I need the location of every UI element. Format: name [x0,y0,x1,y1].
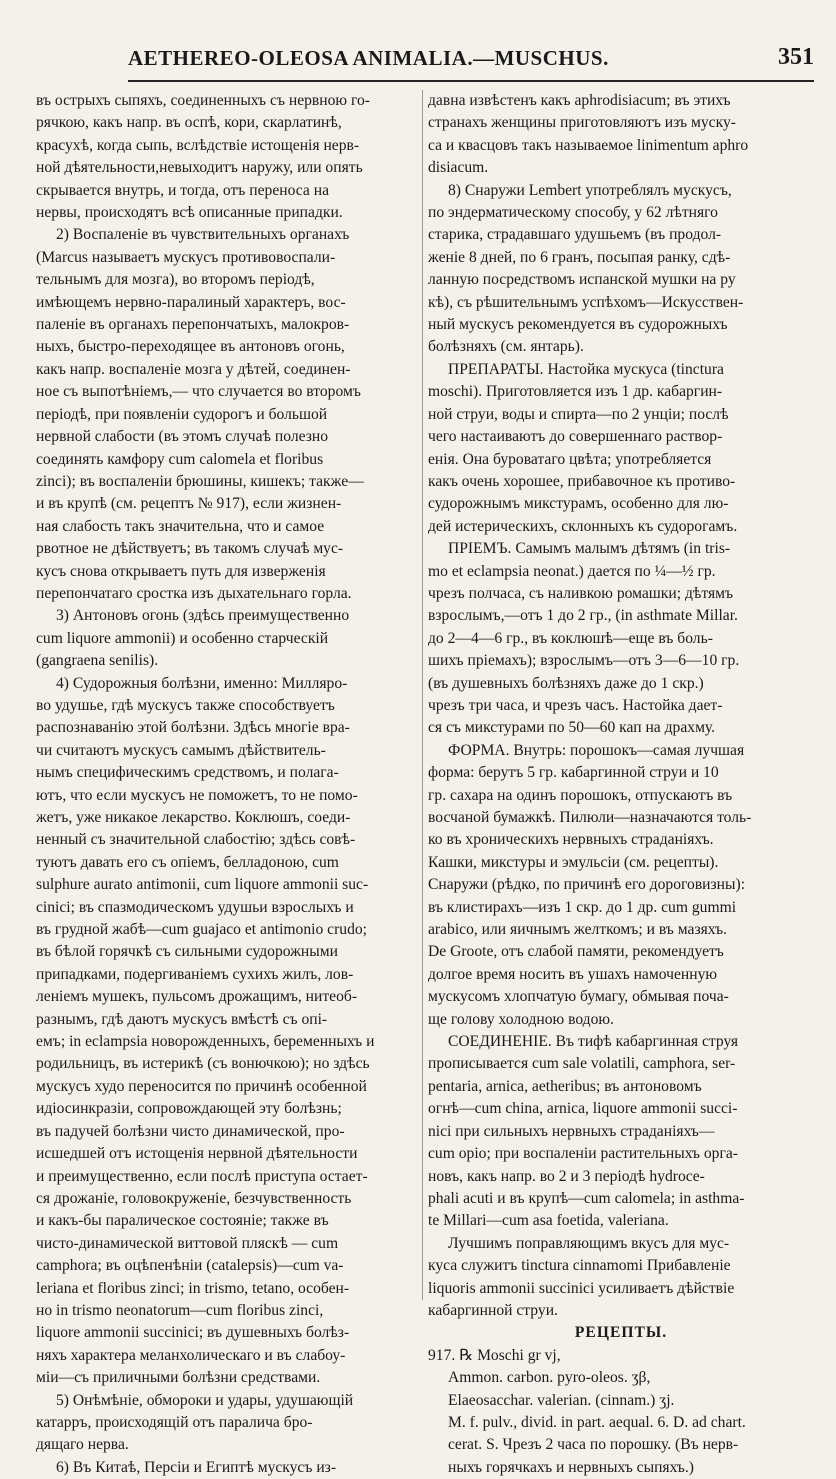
text-line: liquore ammonii succinici; въ душевныхъ болѣз- [36,1324,350,1342]
text-line: паленіе въ органахъ перепончатыхъ, малокров- [36,316,350,334]
text-line: катарръ, происходящій отъ паралича бро- [36,1413,313,1431]
text-line: ПРІЕМЪ. Самымъ малымъ дѣтямъ (in tris- [448,540,731,558]
text-line: ся съ микстурами по 50—60 кап на драхму. [428,719,716,737]
text-line: са и квасцовъ такъ называемое linimentum aphro [428,136,749,154]
text-line: ной струи, воды и спирта—по 2 унціи; послѣ [428,405,729,423]
text-line: по эндерматическому способу, у 62 лѣтняго [428,204,718,222]
text-line: и преимущественно, если послѣ приступа остает- [36,1167,368,1185]
recipe-line: Ammon. carbon. pyro-oleos. ʒβ, [448,1369,651,1387]
text-line: емъ; in eclampsia новорожденныхъ, беременныхъ и [36,1033,375,1051]
text-line: moschi). Приготовляется изъ 1 др. кабаргин- [428,383,723,401]
text-line: міи—съ приличными болѣзни средствами. [36,1369,321,1387]
text-line: енія. Она буроватаго цвѣта; употребляется [428,450,712,468]
text-line: ще голову холодною водою. [428,1010,614,1028]
text-line: долгое время носить въ ушахъ намоченную [428,965,718,983]
text-line: новъ, какъ напр. во 2 и 3 періодѣ hydroce- [428,1167,705,1185]
text-line: форма: берутъ 5 гр. кабаргинной струи и 10 [428,764,719,782]
text-line: имѣющемъ нервно-паралиный характеръ, вос- [36,293,346,311]
text-line: ной дѣятельности,невыходитъ наружу, или опять [36,159,363,177]
text-line: восчаной бумажкѣ. Пилюли—назначаются толь- [428,809,752,826]
text-line: взрослымъ,—отъ 1 до 2 гр., (in asthmate Millar. [428,607,738,625]
text-line: шихъ пріемахъ); взрослымъ—отъ 3—6—10 гр. [428,652,740,670]
text-line: рячкою, какъ напр. въ оспѣ, кори, скарлатинѣ, [36,114,342,132]
right-column [428,90,814,1479]
text-line: sulphure aurato antimonii, cum liquore ammonii suc- [36,876,369,894]
text-line: періодѣ, при появленіи судорогъ и большой [36,405,328,423]
text-line: странахъ женщины приготовляютъ изъ муску- [428,114,736,132]
text-line: СОЕДИНЕНІЕ. Въ тифѣ кабаргинная струя [448,1033,739,1051]
page-header [128,40,814,82]
text-line: (въ душевныхъ болѣзняхъ даже до 1 скр.) [428,674,704,692]
text-line: nici при сильныхъ нервныхъ страданіяхъ— [428,1122,715,1140]
text-line: 5) Онѣмѣніе, обмороки и удары, удушающій [56,1391,354,1409]
text-line: женіе 8 дней, по 6 гранъ, посыпая ранку, сдѣ- [428,248,731,266]
text-line: ПРЕПАРАТЫ. Настойка мускуса (tinctura [448,360,724,378]
text-line: во удушье, гдѣ мускусъ также способствуетъ [36,696,335,714]
text-line: cum opio; при воспаленіи растительныхъ орга- [428,1145,738,1163]
column-divider [422,90,423,1300]
text-line: рвотное не дѣйствуетъ; въ такомъ случаѣ мус- [36,540,344,558]
text-line: кабаргинной струи. [428,1301,558,1319]
text-line: но in trismo neonatorum—cum floribus zinci, [36,1301,324,1319]
text-line: ютъ, что если мускусъ не поможетъ, то не помо- [36,786,358,804]
text-line: идіосинкразіи, сопровождающей эту болѣзнь; [36,1100,342,1118]
text-line: въ бѣлой горячкѣ съ сильными судорожными [36,943,338,961]
text-line: 2) Воспаленіе въ чувствительныхъ органахъ [56,226,350,244]
running-title: AETHEREO-OLEOSA ANIMALIA.—MUSCHUS. [128,46,609,70]
text-line: родильницъ, въ истерикѣ (съ вонючкою); но здѣсь [36,1055,370,1073]
text-line: жетъ, уже никакое лекарство. Коклюшъ, соеди- [36,809,351,826]
text-line: ная слабость такъ значительна, что и самое [36,517,325,535]
text-line: мускусомъ хлопчатую бумагу, обмывая поча- [428,988,729,1006]
text-line: перепончатаго сростка изъ дыхательнаго горла. [36,584,352,602]
text-line: нервной слабости (въ этомъ случаѣ полезно [36,428,329,446]
text-line: красухѣ, когда сыпь, вслѣдствіе истощенія нерв- [36,136,360,154]
text-line: Снаружи (рѣдко, по причинѣ его дороговизны): [428,876,746,894]
text-line: чрезъ три часа, и чрезъ часъ. Настойка дает- [428,696,723,714]
text-line: мускусъ худо переносится по причинѣ особенной [36,1077,367,1095]
text-line: огнѣ—cum china, arnica, liquore ammonii succi- [428,1100,738,1118]
text-line: кѣ), съ рѣшительнымъ успѣхомъ—Искусствен- [428,293,744,311]
text-line: и какъ-бы паралическое состояніе; также въ [36,1212,329,1230]
text-line: дящаго нерва. [36,1436,129,1454]
text-line: te Millari—cum asa foetida, valeriana. [428,1212,669,1230]
text-line: скрывается внутрь, и тогда, отъ переноса на [36,181,329,199]
text-line: чисто-динамической виттовой пляскѣ — cum [36,1234,339,1252]
text-line: какъ очень хорошее, прибавочное къ противо- [428,472,736,490]
page-number: 351 [778,44,814,70]
text-line: въ клистирахъ—изъ 1 скр. до 1 др. cum gummi [428,898,737,916]
text-line: въ острыхъ сыпяхъ, соединенныхъ съ нервною го- [36,92,370,109]
text-line: ный мускусъ рекомендуется въ судорожныхъ [428,316,728,334]
text-line: судорожнымъ микстурамъ, особенно для лю- [428,495,729,513]
text-line: cum liquore ammonii) и особенно старческій [36,629,329,647]
text-line: cinici; въ спазмодическомъ удушьи взрослыхъ и [36,898,354,916]
text-line: ко въ хроническихъ нервныхъ страданіяхъ. [428,831,714,849]
text-line: болѣзняхъ (см. янтарь). [428,338,584,356]
text-line: припадками, подергиваніемъ сухихъ жилъ, лов- [36,965,354,983]
text-line: чего настаиваютъ до совершеннаго раствор- [428,428,723,446]
text-line: туютъ давать его съ опіемъ, белладоною, cum [36,853,339,871]
recipe-line: 917. ℞ Moschi gr vj, [428,1346,561,1364]
text-line: дей истерическихъ, склонныхъ къ судорогамъ. [428,517,738,535]
text-line: давна извѣстенъ какъ aphrodisiacum; въ этихъ [428,92,731,109]
text-line: прописывается cum sale volatili, camphora, ser- [428,1055,736,1073]
text-line: Кашки, микстуры и эмульсіи (см. рецепты). [428,853,719,871]
text-line: (gangraena senilis). [36,652,159,670]
text-line: 6) Въ Китаѣ, Персіи и Египтѣ мускусъ из- [56,1458,337,1476]
text-line: кусъ снова открываетъ путь для изверженія [36,562,326,580]
recipe-line: Elaeosacchar. valerian. (cinnam.) ʒj. [448,1391,675,1409]
text-line: camphora; въ оцѣпенѣніи (catalepsis)—cum va- [36,1257,344,1275]
text-line: до 2—4—6 гр., въ коклюшѣ—еще въ боль- [428,629,713,647]
text-line: гр. сахара на одинъ порошокъ, отпускаютъ въ [428,786,733,804]
left-column [36,90,418,1479]
text-line: ненный съ значительной слабостію; здѣсь совѣ- [36,831,356,849]
text-line: mo et eclampsia neonat.) дается по ¼—½ гр. [428,562,716,580]
text-line: какъ напр. воспаленіе мозга у дѣтей, соединен- [36,360,351,378]
text-line: нервы, происходятъ всѣ описанные припадки. [36,204,343,222]
text-line: (Marcus называетъ мускусъ противовоспали- [36,248,336,266]
text-line: распознаванію этой болѣзни. Здѣсь многіе вра- [36,719,350,737]
text-line: леніемъ мушекъ, пульсомъ дрожащимъ, нитеоб- [36,988,358,1006]
text-line: arabico, или яичнымъ желткомъ; и въ мазяхъ. [428,921,727,939]
text-line: няхъ характера меланхолическаго и въ слабоу- [36,1346,346,1364]
text-line: въ падучей болѣзни чисто динамической, про- [36,1122,345,1140]
text-line: 4) Судорожныя болѣзни, именно: Милляро- [56,674,348,692]
text-line: ся дрожаніе, головокруженіе, безчувственность [36,1189,352,1207]
text-line: чи считаютъ мускусъ самымъ дѣйствитель- [36,741,326,759]
text-line: Лучшимъ поправляющимъ вкусъ для мус- [448,1234,730,1252]
text-line: исшедшей отъ истощенія нервной дѣятельности [36,1145,358,1163]
recipe-line: ныхъ горячкахъ и нервныхъ сыпяхъ.) [448,1458,694,1476]
text-line: De Groote, отъ слабой памяти, рекомендуетъ [428,943,724,961]
text-line: куса служитъ tinctura cinnamomi Прибавленіе [428,1257,731,1275]
text-line: разнымъ, гдѣ даютъ мускусъ вмѣстѣ съ опі- [36,1010,328,1028]
recipe-line: M. f. pulv., divid. in part. aequal. 6. D. ad chart. [448,1413,746,1431]
text-line: чрезъ полчаса, съ наливкою ромашки; дѣтямъ [428,584,734,602]
text-line: phali acuti и въ крупѣ—cum calomela; in asthma- [428,1189,745,1207]
recipes-heading: РЕЦЕПТЫ. [574,1324,668,1342]
text-line: старика, страдавшаго удушьемъ (въ продол- [428,226,722,244]
recipe-line: cerat. S. Чрезъ 2 часа по порошку. (Въ нерв- [448,1436,739,1454]
text-line: ФОРМА. Внутрь: порошокъ—самая лучшая [448,741,745,759]
text-line: disiacum. [428,159,489,177]
text-line: zinci); въ воспаленіи брюшины, кишекъ; также— [36,472,364,490]
text-line: 3) Антоновъ огонь (здѣсь преимущественно [56,607,350,625]
text-line: ныхъ, быстро-переходящее въ антоновъ огонь, [36,338,345,356]
text-line: liquoris ammonii succinici усиливаетъ дѣйствіе [428,1279,735,1297]
text-line: тельнымъ для мозга), во второмъ періодѣ, [36,271,315,289]
text-line: нымъ специфическимъ средствомъ, и полага- [36,764,339,782]
text-line: ное съ выпотѣніемъ,— что случается во второмъ [36,383,361,401]
text-line: leriana et floribus zinci; in trismo, tetano, особен- [36,1279,350,1297]
text-line: ланную посредствомъ испанской мушки на ру [428,271,736,289]
text-line: 8) Снаружи Lembert употреблялъ мускусъ, [448,181,732,199]
text-line: въ грудной жабѣ—cum guajaco et antimonio crudo; [36,921,368,939]
text-line: pentaria, arnica, aetheribus; въ антоновомъ [428,1077,702,1095]
text-line: соединять камфору cum calomela et floribus [36,450,324,468]
text-line: и въ крупѣ (см. рецептъ № 917), если жизнен- [36,495,342,513]
